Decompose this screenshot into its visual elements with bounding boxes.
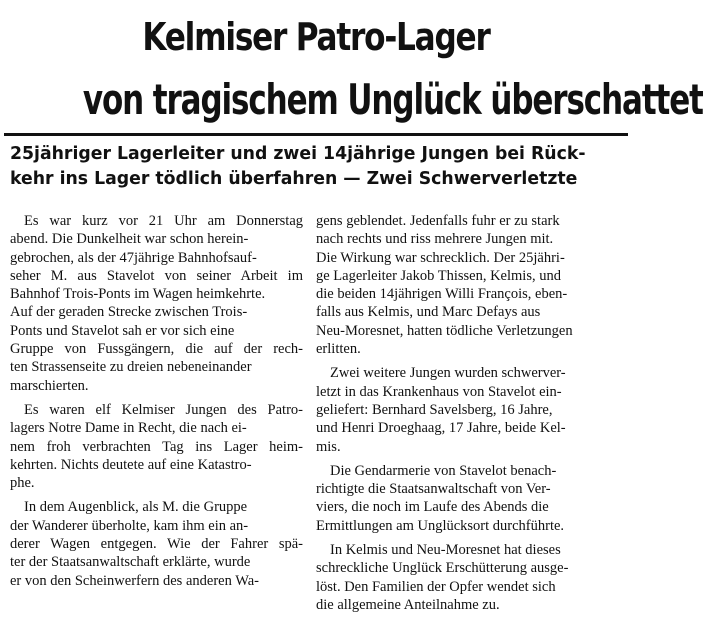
text-line: lagers Notre Dame in Recht, die nach ei- (10, 420, 247, 437)
subheadline-line-2: kehr ins Lager tödlich überfahren — Zwei Schwerverletzte (10, 168, 578, 189)
article-column-right (316, 212, 622, 620)
headline-line-1: Kelmiser Patro-Lager (142, 15, 490, 59)
text-line: Neu-Moresnet, hatten tödliche Verletzungen (316, 322, 573, 339)
paragraph (10, 401, 303, 492)
text-line: schreckliche Unglück Erschütterung ausge- (316, 560, 569, 577)
text-line: erlitten. (316, 341, 361, 358)
text-line: abend. Die Dunkelheit war schon herein- (10, 231, 249, 248)
text-line: Es waren elf Kelmiser Jungen des Patro- (24, 401, 303, 418)
text-line: kehrten. Nichts deutete auf eine Katastro- (10, 456, 252, 473)
text-line: Die Wirkung war schrecklich. Der 25jähri- (316, 249, 565, 266)
text-line: gens geblendet. Jedenfalls fuhr er zu stark (316, 213, 560, 229)
text-line: und Henri Droeghaag, 17 Jahre, beide Kel- (316, 420, 566, 437)
text-line: Ermittlungen am Unglücksort durchführte. (316, 517, 565, 534)
text-line: Zwei weitere Jungen wurden schwerver- (330, 365, 566, 382)
article-column-left (10, 212, 303, 596)
text-line: er von den Scheinwerfern des anderen Wa- (10, 572, 259, 589)
text-line: Bahnhof Trois-Ponts im Wagen heimkehrte. (10, 286, 266, 303)
subheadline (10, 141, 622, 191)
subheadline-line-1: 25jähriger Lagerleiter und zwei 14jährige Jungen bei Rück- (10, 143, 586, 164)
text-line: Es war kurz vor 21 Uhr am Donnerstag (24, 213, 303, 229)
text-line: geliefert: Bernhard Savelsberg, 16 Jahre, (316, 401, 553, 418)
text-line: die beiden 14jährigen Willi François, eben- (316, 286, 568, 303)
text-line: nem froh verbrachten Tag ins Lager heim- (10, 438, 303, 455)
text-line: ter der Staatsanwaltschaft erklärte, wurde (10, 554, 251, 571)
text-line: seher M. aus Stavelot von seiner Arbeit im (10, 267, 303, 284)
text-line: Gruppe von Fussgängern, die auf der rech- (10, 341, 303, 358)
paragraph (316, 364, 622, 455)
text-line: ten Strassenseite zu dreien nebeneinander (10, 359, 252, 376)
headline-divider (4, 133, 628, 136)
text-line: marschierten. (10, 377, 89, 394)
text-line: gebrochen, als der 47jährige Bahnhofsauf- (10, 249, 257, 266)
text-line: In Kelmis und Neu-Moresnet hat dieses (330, 542, 561, 559)
text-line: Ponts und Stavelot sah er vor sich eine (10, 322, 235, 339)
text-line: Auf der geraden Strecke zwischen Trois- (10, 304, 248, 321)
paragraph (10, 212, 303, 395)
text-line: derer Wagen entgegen. Wie der Fahrer spä- (10, 536, 303, 553)
text-line: die allgemeine Anteilnahme zu. (316, 596, 500, 613)
text-line: der Wanderer überholte, kam ihm ein an- (10, 517, 249, 534)
text-line: mis. (316, 438, 341, 455)
text-line: viers, die noch im Laufe des Abends die (316, 499, 549, 516)
text-line: falls aus Kelmis, und Marc Defays aus (316, 304, 541, 321)
text-line: letzt in das Krankenhaus von Stavelot ein- (316, 383, 562, 400)
text-line: nach rechts und riss mehrere Jungen mit. (316, 231, 554, 248)
text-line: ge Lagerleiter Jakob Thissen, Kelmis, und (316, 267, 561, 284)
paragraph (10, 498, 303, 589)
paragraph (316, 541, 622, 614)
text-line: richtigte die Staatsanwaltschaft von Ver- (316, 481, 551, 498)
text-line: phe. (10, 475, 35, 492)
paragraph (316, 462, 622, 535)
text-line: In dem Augenblick, als M. die Gruppe (24, 499, 248, 516)
text-line: Die Gendarmerie von Stavelot benach- (330, 462, 557, 479)
text-line: löst. Den Familien der Opfer wendet sich (316, 578, 556, 595)
paragraph (316, 212, 622, 358)
headline-line-2: von tragischem Unglück überschattet (82, 75, 703, 124)
